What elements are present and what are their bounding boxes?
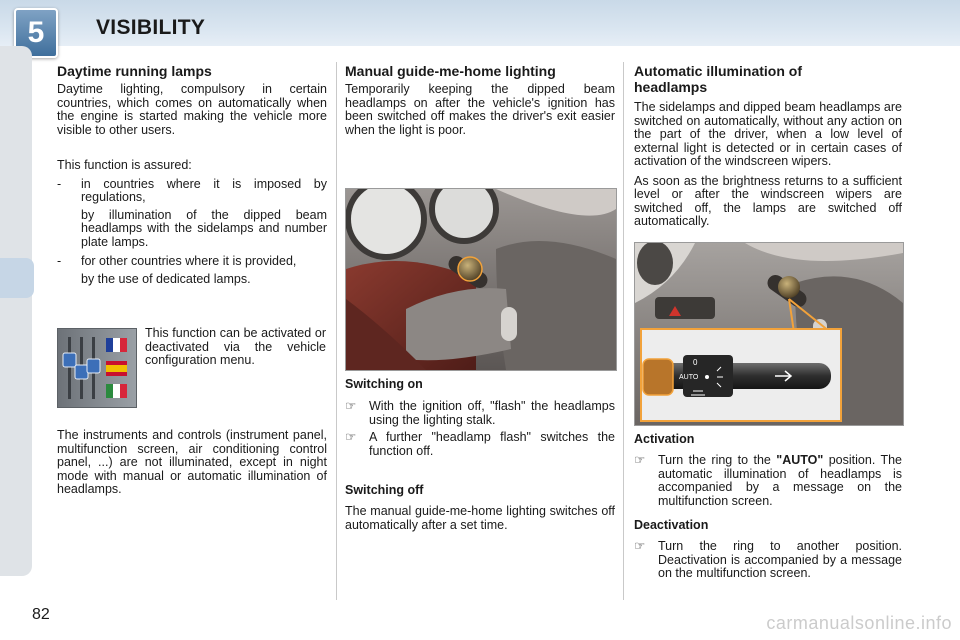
activation-suffix: position. The automatic illumination of headlamps is accompanied by a message on the multifunction screen. [658, 453, 903, 508]
pointer-icon: ☞ [634, 453, 646, 467]
lighting-stalk-photo [345, 188, 617, 371]
assured-list [57, 178, 327, 287]
list-item [57, 255, 327, 269]
activation-prefix: Turn the ring to the [658, 453, 777, 467]
page-number: 82 [32, 606, 50, 623]
column-divider [336, 62, 337, 600]
dash-mark: - [57, 254, 62, 268]
switching-on-title: Switching on [345, 377, 423, 391]
activation-section [634, 432, 902, 508]
list-item [345, 431, 615, 458]
column-daytime-lamps [57, 63, 327, 286]
instruments-note: The instruments and controls (instrument panel, multifunction screen, air conditioning control panel, ...) are not illuminated, except in night mode with manual or automatic illumination of headlamps. [57, 428, 327, 496]
side-tab [0, 258, 34, 298]
section-title-auto-illumination: Automatic illumination of headlamps [634, 63, 802, 95]
section-title-guide-me-home: Manual guide-me-home lighting [345, 63, 556, 79]
daytime-intro: Daytime lighting, compulsory in certain countries, which comes on automatically when the engine is started making the vehicle more visible to other users. [57, 82, 327, 137]
function-assured-text: This function is assured: [57, 158, 192, 172]
page-title: VISIBILITY [96, 16, 206, 39]
section-title-daytime-lamps: Daytime running lamps [57, 63, 212, 79]
chapter-badge: 5 [14, 8, 58, 58]
list-item [634, 540, 902, 581]
switching-on-list [345, 400, 615, 458]
switching-on-section [345, 377, 615, 458]
side-strip [0, 46, 32, 576]
switching-off-section [345, 483, 615, 532]
list-item-text [658, 454, 902, 508]
list-item [57, 178, 327, 205]
deactivation-section [634, 518, 902, 581]
dash-mark: - [57, 176, 62, 191]
list-item-text: Turn the ring to another position. Deactivation is accompanied by a message on the multifunction screen. [658, 539, 902, 580]
auto-headlamps-photo [634, 242, 904, 426]
list-item-text: With the ignition off, "flash" the headlamps using the lighting stalk. [369, 399, 615, 427]
list-item-text: for other countries where it is provided, [81, 254, 297, 268]
watermark: carmanualsonline.info [766, 613, 952, 633]
activation-title: Activation [634, 432, 695, 446]
deactivation-title: Deactivation [634, 518, 709, 532]
auto-position-label: "AUTO" [776, 453, 824, 467]
column-guide-me-home [345, 63, 615, 137]
auto-illumination-return: As soon as the brightness returns to a sufficient level or after the windscreen wipers are switched off, the lamps are switched off automatically. [634, 173, 902, 228]
list-item-subtext: by illumination of the dipped beam headlamps with the sidelamps and number plate lamps. [81, 207, 327, 249]
pointer-icon: ☞ [634, 539, 646, 553]
pointer-icon: ☞ [345, 399, 357, 413]
column-auto-illumination [634, 63, 902, 229]
list-item-subtext: by the use of dedicated lamps. [81, 271, 251, 286]
list-item-text: in countries where it is imposed by regulations, [81, 176, 327, 204]
config-note: This function can be activated or deactivated via the vehicle configuration menu. [145, 326, 326, 367]
list-item [345, 400, 615, 427]
stalk-auto-label: AUTO [679, 374, 699, 381]
stalk-off-label: 0 [693, 358, 698, 367]
column-divider [623, 62, 624, 600]
pointer-icon: ☞ [345, 430, 357, 444]
list-item-text: A further "headlamp flash" switches the function off. [369, 430, 615, 458]
guide-me-home-intro: Temporarily keeping the dipped beam headlamps on after the vehicle's ignition has been switched off makes the driver's exit easier when the light is poor. [345, 82, 615, 137]
auto-illumination-intro: The sidelamps and dipped beam headlamps are switched on automatically, without any action on the part of the driver, when a low level of external light is detected or in certain cases of activation of the windscreen wipers. [634, 100, 902, 168]
configuration-menu-icon [57, 328, 137, 408]
list-item [634, 454, 902, 508]
switching-off-text: The manual guide-me-home lighting switches off automatically after a set time. [345, 504, 615, 532]
switching-off-title: Switching off [345, 483, 424, 497]
